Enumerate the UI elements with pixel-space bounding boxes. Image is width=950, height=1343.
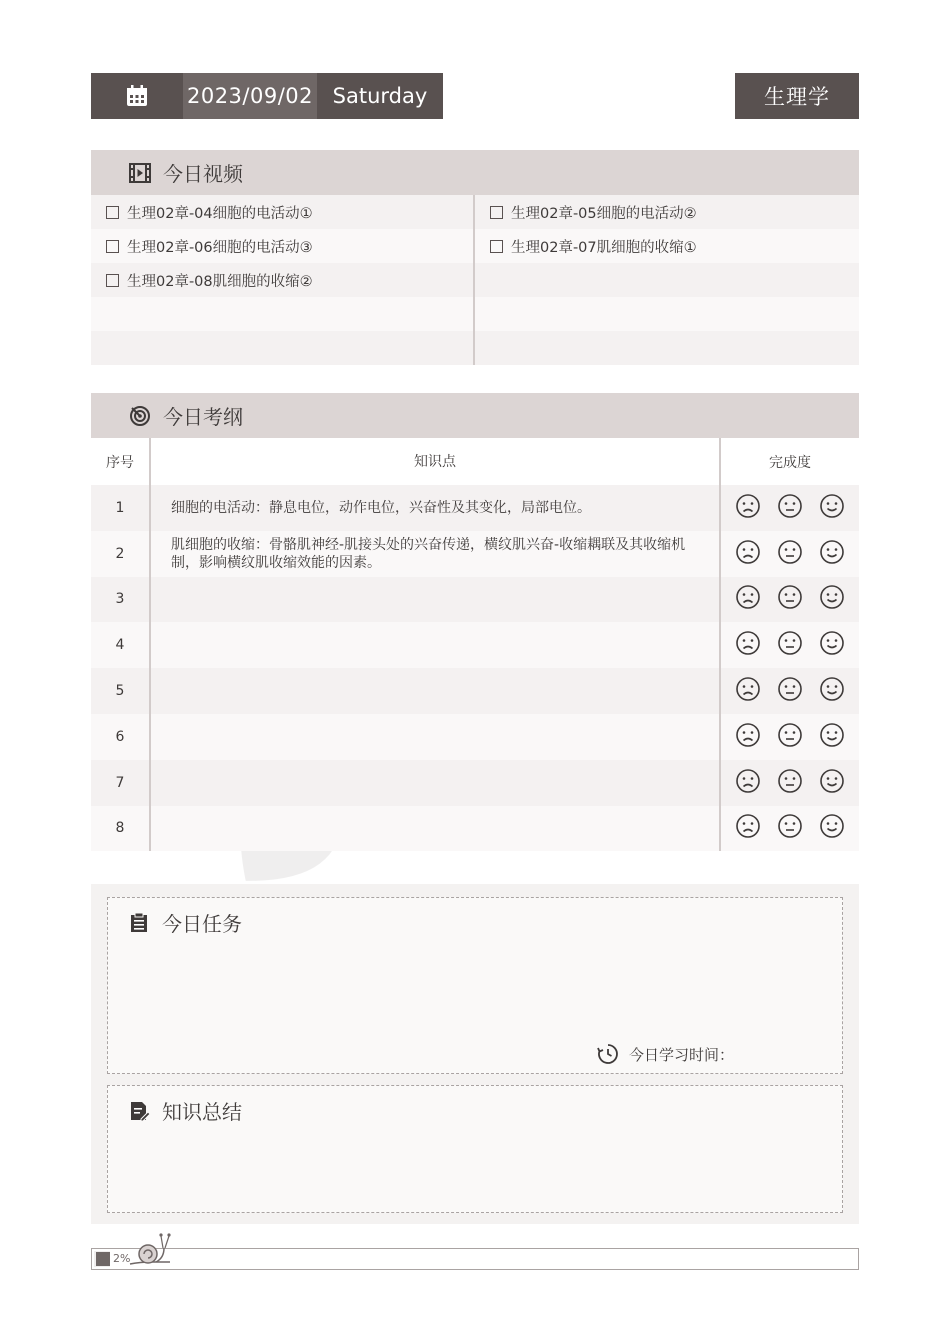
lower-panel	[91, 884, 859, 1224]
knowledge-point	[151, 806, 721, 852]
video-row	[91, 331, 859, 365]
subject-badge: 生理学	[735, 73, 859, 119]
checkbox[interactable]	[106, 206, 119, 219]
knowledge-point	[151, 668, 721, 714]
video-item[interactable]	[91, 229, 475, 263]
videos-list	[91, 195, 859, 365]
timer-icon	[597, 1043, 619, 1065]
video-item-label: 生理02章-05细胞的电活动②	[511, 205, 697, 222]
row-number: 6	[91, 714, 151, 760]
table-row	[91, 485, 859, 531]
sad-face-icon[interactable]	[735, 676, 761, 706]
syllabus-title: 今日考纲	[163, 405, 243, 429]
sad-face-icon[interactable]	[735, 584, 761, 614]
notes-icon	[130, 1101, 150, 1121]
checkbox[interactable]	[490, 206, 503, 219]
date-value: 2023/09/02	[183, 73, 317, 119]
happy-face-icon[interactable]	[819, 630, 845, 660]
knowledge-point: 细胞的电活动：静息电位，动作电位，兴奋性及其变化，局部电位。	[151, 485, 721, 531]
column-header-num: 序号	[91, 438, 151, 485]
video-item-label: 生理02章-04细胞的电活动①	[127, 205, 313, 222]
neutral-face-icon[interactable]	[777, 676, 803, 706]
happy-face-icon[interactable]	[819, 493, 845, 523]
video-empty-cell	[91, 297, 475, 331]
column-header-completion: 完成度	[769, 454, 811, 471]
progress-marker	[96, 1252, 110, 1266]
sad-face-icon[interactable]	[735, 539, 761, 569]
tasks-header	[130, 908, 242, 937]
weekday-value: Saturday	[332, 84, 428, 108]
video-item-label: 生理02章-08肌细胞的收缩②	[127, 273, 313, 290]
progress-label: 2%	[113, 1252, 131, 1265]
happy-face-icon[interactable]	[819, 768, 845, 798]
table-header-row	[91, 438, 859, 485]
table-row	[91, 531, 859, 577]
video-empty-cell	[475, 331, 859, 365]
checkbox[interactable]	[490, 240, 503, 253]
table-row	[91, 577, 859, 623]
knowledge-point	[151, 714, 721, 760]
video-item[interactable]	[91, 263, 475, 297]
summary-box[interactable]	[107, 1085, 843, 1213]
completion-cell	[721, 485, 859, 531]
tasks-box[interactable]	[107, 897, 843, 1074]
neutral-face-icon[interactable]	[777, 584, 803, 614]
date-bar	[91, 73, 443, 119]
video-item-label: 生理02章-07肌细胞的收缩①	[511, 239, 697, 256]
neutral-face-icon[interactable]	[777, 768, 803, 798]
video-empty-cell	[91, 331, 475, 365]
summary-header	[130, 1096, 242, 1125]
video-row	[91, 297, 859, 331]
completion-cell	[721, 714, 859, 760]
video-row	[91, 229, 859, 263]
happy-face-icon[interactable]	[819, 813, 845, 843]
videos-section-header	[91, 150, 859, 195]
neutral-face-icon[interactable]	[777, 630, 803, 660]
knowledge-point	[151, 760, 721, 806]
checkbox[interactable]	[106, 274, 119, 287]
row-number: 7	[91, 760, 151, 806]
row-number: 3	[91, 577, 151, 623]
sad-face-icon[interactable]	[735, 768, 761, 798]
film-icon	[129, 162, 151, 184]
completion-cell	[721, 668, 859, 714]
videos-title: 今日视频	[163, 162, 243, 186]
tasks-title: 今日任务	[162, 912, 242, 936]
clipboard-icon	[130, 913, 150, 933]
completion-cell	[721, 531, 859, 577]
table-row	[91, 622, 859, 668]
calendar-icon	[91, 73, 183, 119]
completion-cell	[721, 806, 859, 852]
video-row	[91, 263, 859, 297]
video-item[interactable]	[475, 195, 859, 229]
video-item[interactable]	[91, 195, 475, 229]
sad-face-icon[interactable]	[735, 722, 761, 752]
summary-title: 知识总结	[162, 1100, 242, 1124]
row-number: 2	[91, 531, 151, 577]
happy-face-icon[interactable]	[819, 722, 845, 752]
knowledge-point: 肌细胞的收缩：骨骼肌神经-肌接头处的兴奋传递，横纹肌兴奋-收缩耦联及其收缩机制，影响横纹肌收缩效能的因素。	[151, 531, 721, 577]
knowledge-point	[151, 622, 721, 668]
neutral-face-icon[interactable]	[777, 493, 803, 523]
table-row	[91, 668, 859, 714]
completion-cell	[721, 622, 859, 668]
study-time-label: 今日学习时间：	[628, 1045, 734, 1064]
happy-face-icon[interactable]	[819, 676, 845, 706]
happy-face-icon[interactable]	[819, 584, 845, 614]
sad-face-icon[interactable]	[735, 813, 761, 843]
syllabus-table	[91, 438, 859, 851]
video-empty-cell	[475, 297, 859, 331]
column-header-knowledge: 知识点	[151, 438, 721, 485]
neutral-face-icon[interactable]	[777, 722, 803, 752]
happy-face-icon[interactable]	[819, 539, 845, 569]
row-number: 8	[91, 806, 151, 852]
syllabus-section-header	[91, 393, 859, 438]
neutral-face-icon[interactable]	[777, 539, 803, 569]
sad-face-icon[interactable]	[735, 493, 761, 523]
video-row	[91, 195, 859, 229]
completion-cell	[721, 577, 859, 623]
progress-bar	[91, 1248, 859, 1270]
study-time	[597, 1043, 734, 1065]
knowledge-point	[151, 577, 721, 623]
snail-icon	[128, 1230, 174, 1268]
target-icon	[129, 405, 151, 427]
row-number: 5	[91, 668, 151, 714]
table-row	[91, 760, 859, 806]
video-empty-cell	[475, 263, 859, 297]
checkbox[interactable]	[106, 240, 119, 253]
sad-face-icon[interactable]	[735, 630, 761, 660]
neutral-face-icon[interactable]	[777, 813, 803, 843]
row-number: 4	[91, 622, 151, 668]
row-number: 1	[91, 485, 151, 531]
table-row	[91, 806, 859, 852]
completion-cell	[721, 760, 859, 806]
video-item-label: 生理02章-06细胞的电活动③	[127, 239, 313, 256]
table-row	[91, 714, 859, 760]
video-item[interactable]	[475, 229, 859, 263]
